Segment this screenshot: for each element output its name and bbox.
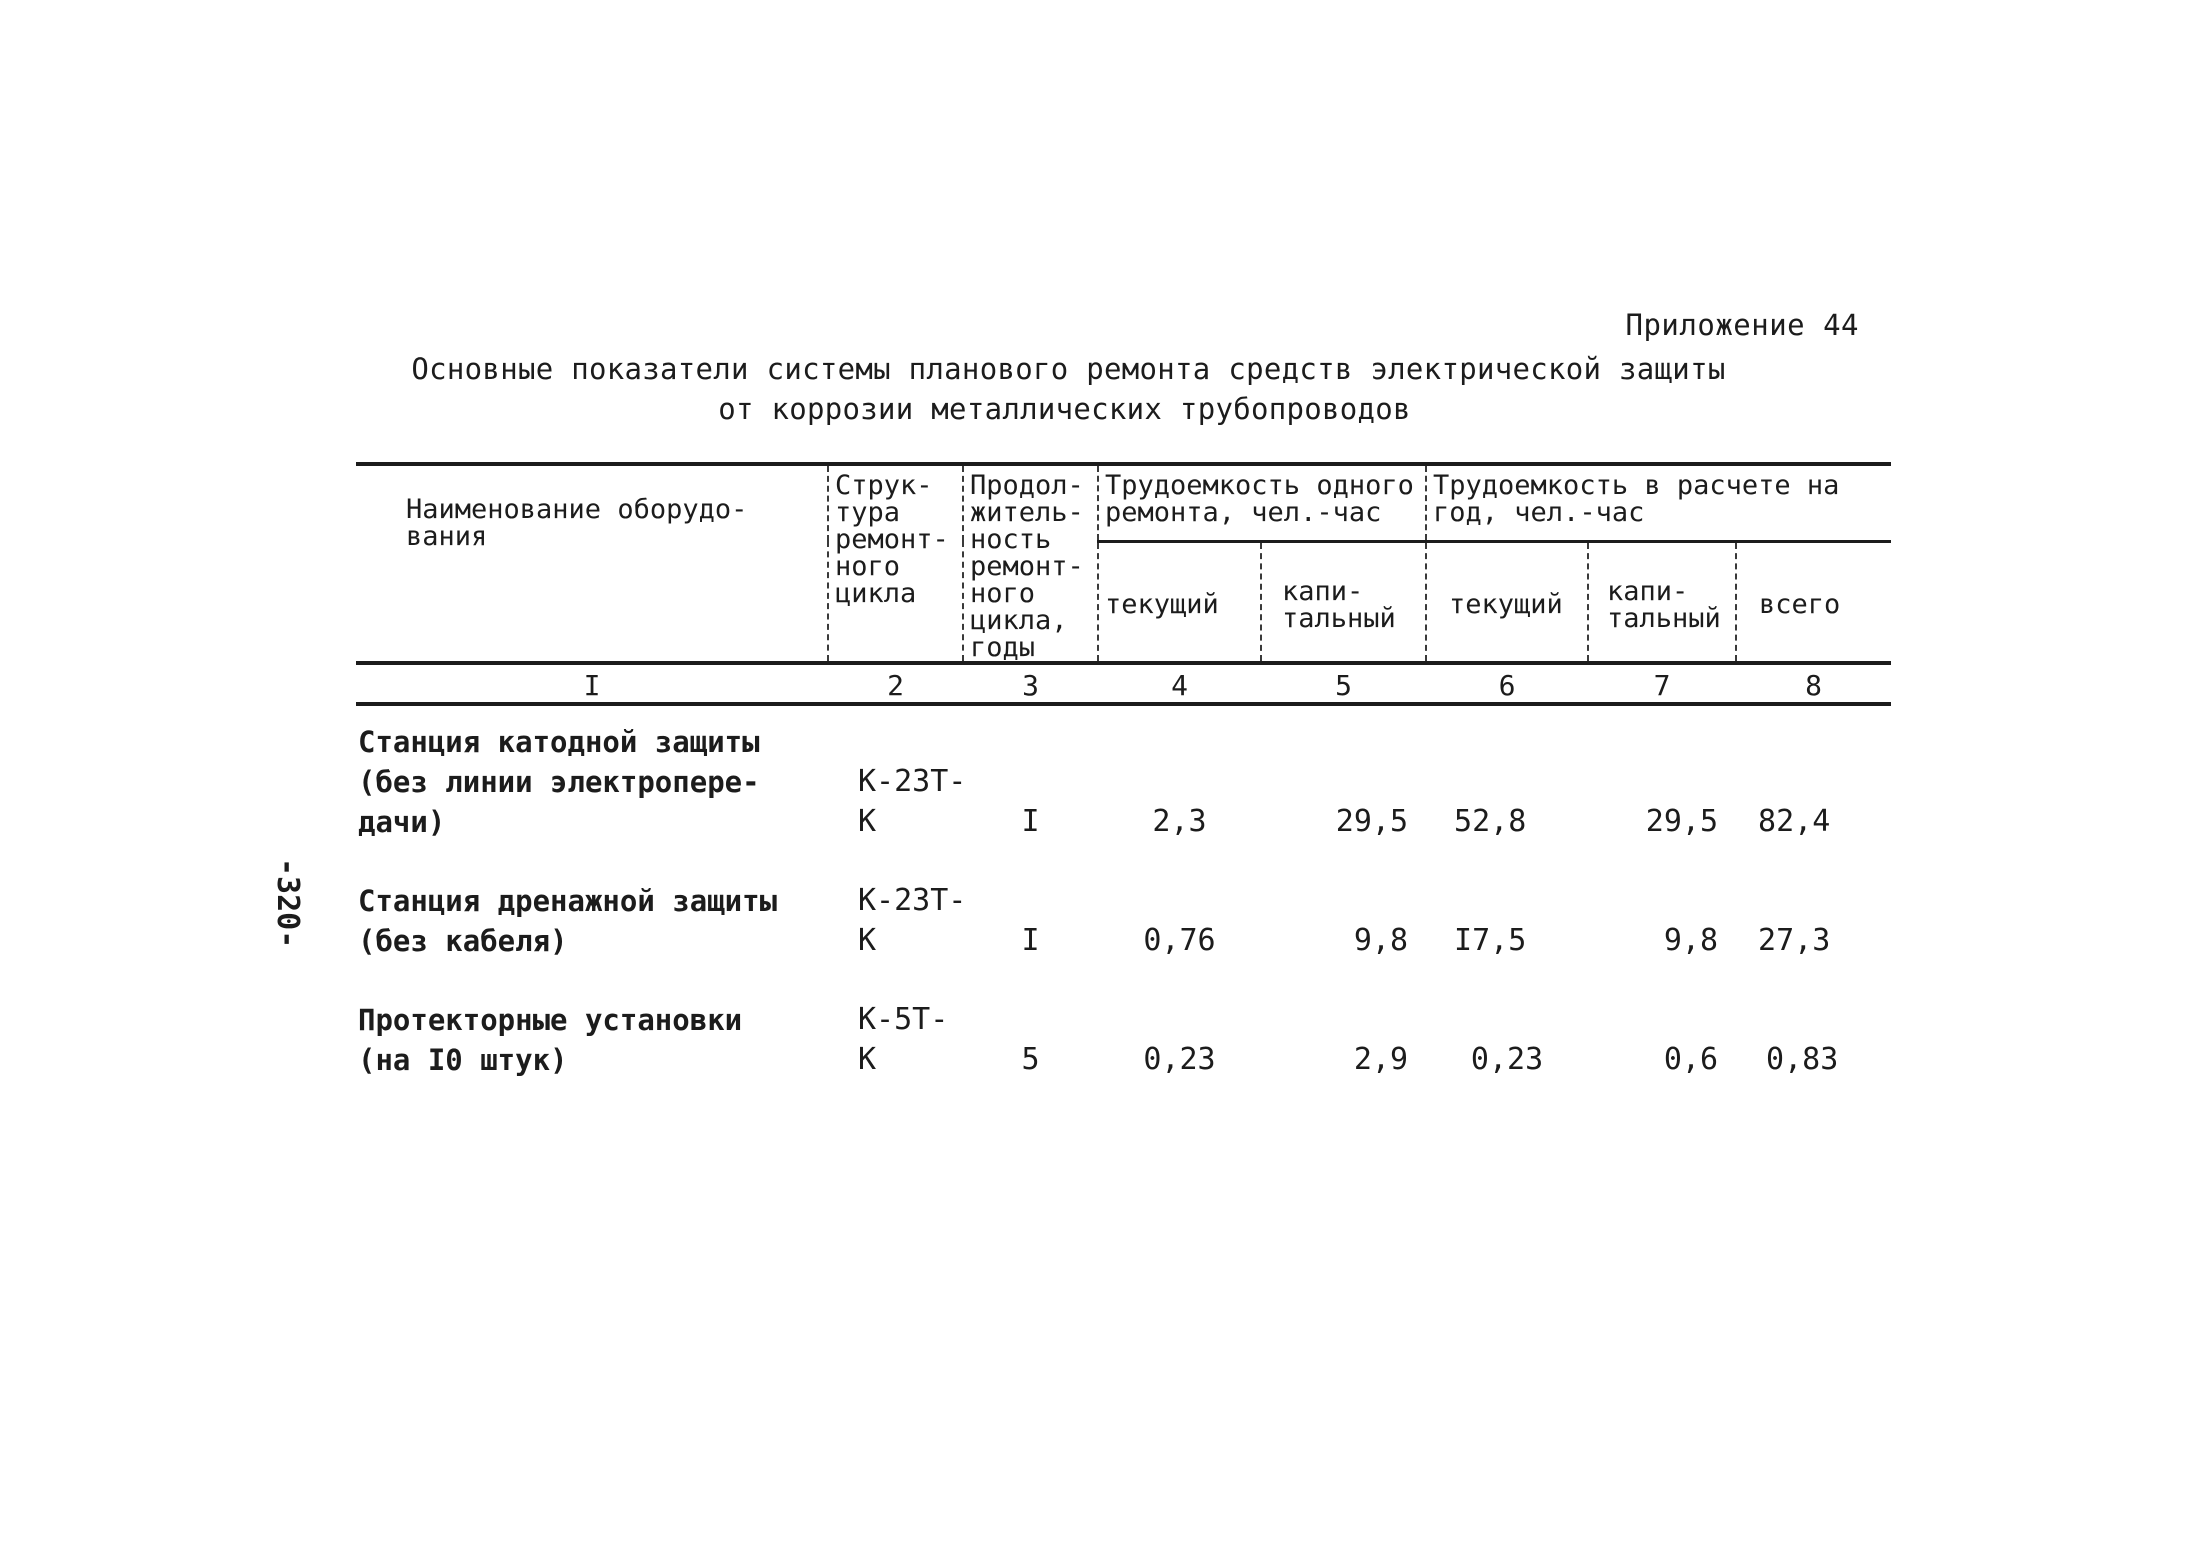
labor-current: 0,76 (1143, 923, 1216, 958)
page-number: -320- (270, 858, 305, 949)
year-capital: 9,8 (1663, 923, 1719, 958)
header-labor-per-year: Трудоемкость в расчете на год, чел.-час (1426, 464, 1891, 541)
year-total: 27,3 (1758, 923, 1831, 958)
labor-current: 0,23 (1143, 1042, 1216, 1077)
repair-duration: I (1021, 923, 1040, 958)
equipment-name: Станция катодной защиты (без линии электропере- дачи) (358, 725, 760, 839)
column-number: 3 (963, 663, 1098, 704)
header-repair-cycle-duration: Продол- житель- ность ремонт- ного цикла, годы (963, 464, 1098, 663)
document-title-line-1: Основные показатели системы планового ремонта средств электрической защиты (411, 352, 1726, 386)
column-number: I (356, 663, 828, 704)
header-labor-one-repair: Трудоемкость одного ремонта, чел.-час (1098, 464, 1426, 541)
year-total: 82,4 (1758, 804, 1831, 839)
column-number: 6 (1426, 663, 1588, 704)
repair-indicators-table (356, 462, 1891, 1081)
year-current: I7,5 (1454, 923, 1527, 958)
year-total: 0,83 (1766, 1042, 1839, 1077)
repair-structure: К-23Т-К (858, 883, 967, 958)
header-capital-year: капи- тальный (1588, 541, 1736, 663)
repair-structure: К-23Т-К (858, 764, 967, 839)
header-repair-cycle-structure: Струк- тура ремонт- ного цикла (828, 464, 963, 663)
appendix-label: Приложение 44 (1625, 308, 1859, 342)
table-row (356, 962, 1891, 1081)
header-total-year: всего (1736, 541, 1891, 663)
labor-capital: 9,8 (1353, 923, 1409, 958)
year-capital: 29,5 (1645, 804, 1719, 839)
labor-current: 2,3 (1152, 804, 1207, 839)
header-current-one: текущий (1098, 541, 1261, 663)
repair-duration: I (1021, 804, 1040, 839)
repair-duration: 5 (1021, 1042, 1040, 1077)
column-number: 7 (1588, 663, 1736, 704)
year-current: 0,23 (1470, 1042, 1544, 1077)
header-current-year: текущий (1426, 541, 1588, 663)
labor-capital: 29,5 (1335, 804, 1409, 839)
header-equipment-name: Наименование оборудо- вания (356, 464, 828, 663)
labor-capital: 2,9 (1353, 1042, 1409, 1077)
document-title-line-2: от коррозии металлических трубопроводов (718, 392, 1411, 426)
repair-structure: К-5Т-К (858, 1002, 949, 1077)
table-row (356, 704, 1891, 843)
equipment-name: Протекторные установки (на I0 штук) (358, 1003, 743, 1077)
column-number: 5 (1261, 663, 1426, 704)
column-number: 4 (1098, 663, 1261, 704)
equipment-name: Станция дренажной защиты (без кабеля) (358, 884, 778, 958)
column-number-row (356, 663, 1891, 704)
column-number: 8 (1736, 663, 1891, 704)
year-current: 52,8 (1454, 804, 1527, 839)
column-number: 2 (828, 663, 963, 704)
header-capital-one: капи- тальный (1261, 541, 1426, 663)
table-row (356, 843, 1891, 962)
year-capital: 0,6 (1663, 1042, 1719, 1077)
